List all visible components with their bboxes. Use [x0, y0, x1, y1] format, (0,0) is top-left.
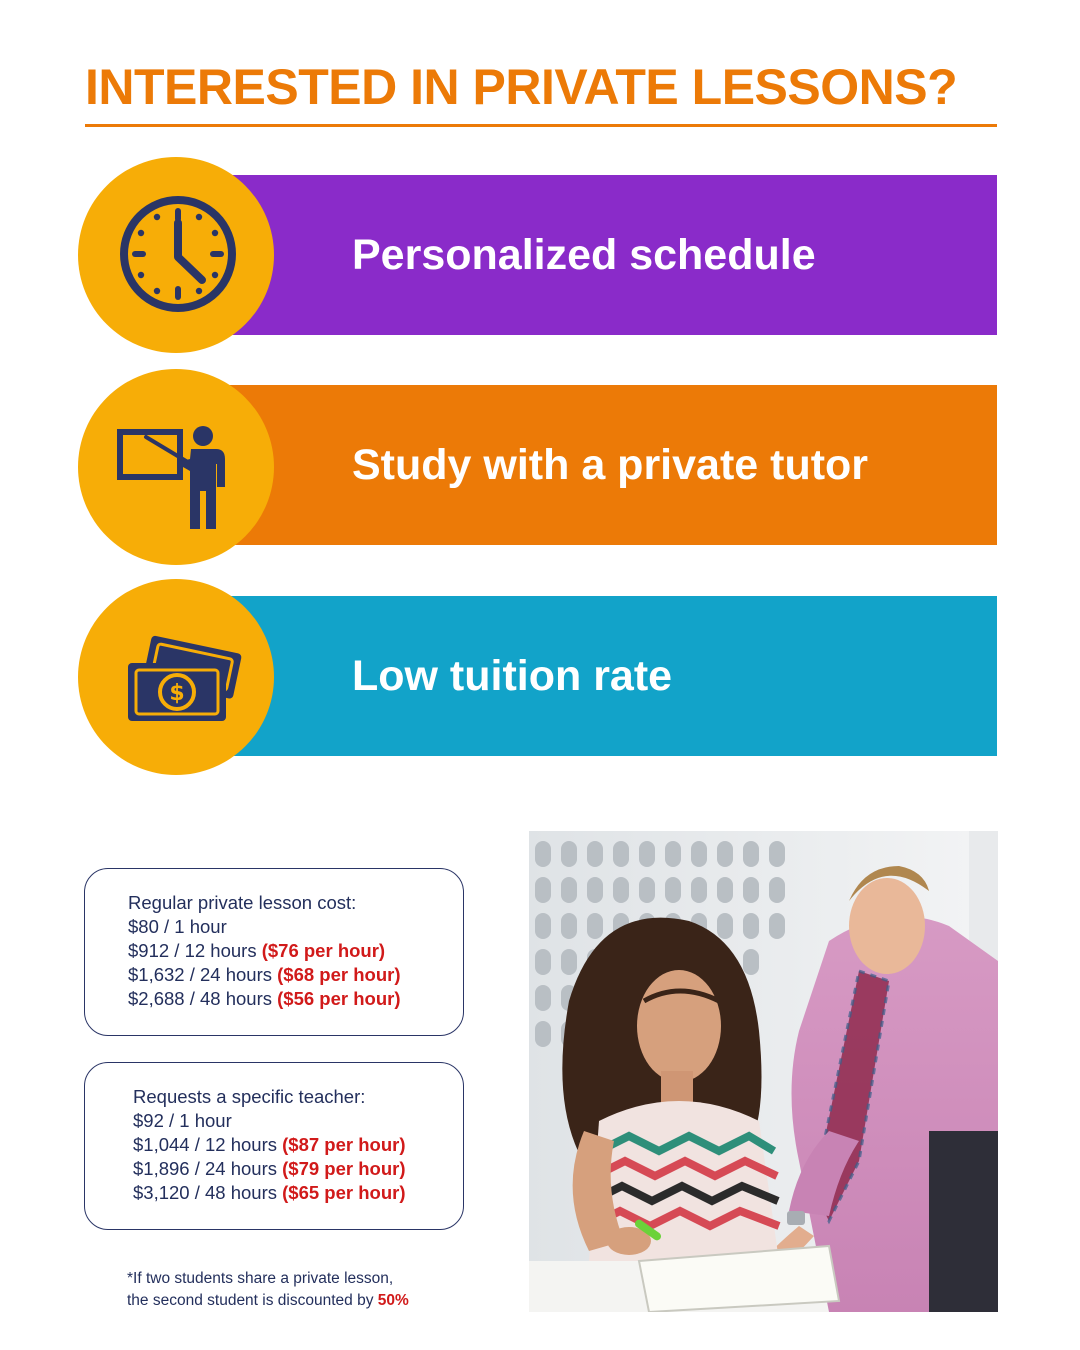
price-line: $1,896 / 24 hours ($79 per hour) [133, 1158, 406, 1179]
title-underline [85, 124, 997, 127]
feature-label-tuition: Low tuition rate [352, 652, 673, 700]
hourly-rate: ($76 per hour) [261, 940, 386, 961]
hourly-rate: ($65 per hour) [282, 1182, 406, 1203]
feature-circle-tutor [78, 369, 274, 565]
price-line: $2,688 / 48 hours ($56 per hour) [128, 988, 401, 1009]
pricing-heading-regular: Regular private lesson cost: [128, 892, 357, 913]
tutor-student-photo [529, 831, 998, 1312]
hourly-rate: ($56 per hour) [277, 988, 401, 1009]
pricing-box-specific-teacher [84, 1062, 464, 1230]
discount-percent: 50% [377, 1292, 409, 1309]
feature-label-schedule: Personalized schedule [352, 231, 816, 279]
price-line: $92 / 1 hour [133, 1110, 232, 1131]
teacher-at-board-icon [78, 369, 274, 565]
feature-circle-schedule [78, 157, 274, 353]
svg-text:$: $ [169, 681, 185, 706]
discount-footnote: *If two students share a private lesson, the second student is discounted by 50% [127, 1270, 409, 1309]
feature-band-tuition [160, 596, 997, 756]
price-line: $80 / 1 hour [128, 916, 227, 937]
hourly-rate: ($79 per hour) [282, 1158, 406, 1179]
money-bills-icon [78, 579, 274, 775]
pricing-box-regular [84, 868, 464, 1036]
feature-label-tutor: Study with a private tutor [352, 441, 869, 489]
price-line: $3,120 / 48 hours ($65 per hour) [133, 1182, 406, 1203]
page-title: INTERESTED IN PRIVATE LESSONS? [85, 59, 958, 115]
feature-circle-tuition [78, 579, 274, 775]
feature-band-schedule [160, 175, 997, 335]
price-line: $1,632 / 24 hours ($68 per hour) [128, 964, 401, 985]
feature-band-tutor [160, 385, 997, 545]
hourly-rate: ($68 per hour) [277, 964, 401, 985]
hourly-rate: ($87 per hour) [282, 1134, 406, 1155]
pricing-heading-specific: Requests a specific teacher: [133, 1086, 366, 1107]
clock-icon [78, 157, 274, 353]
price-line: $912 / 12 hours ($76 per hour) [128, 940, 386, 961]
price-line: $1,044 / 12 hours ($87 per hour) [133, 1134, 406, 1155]
